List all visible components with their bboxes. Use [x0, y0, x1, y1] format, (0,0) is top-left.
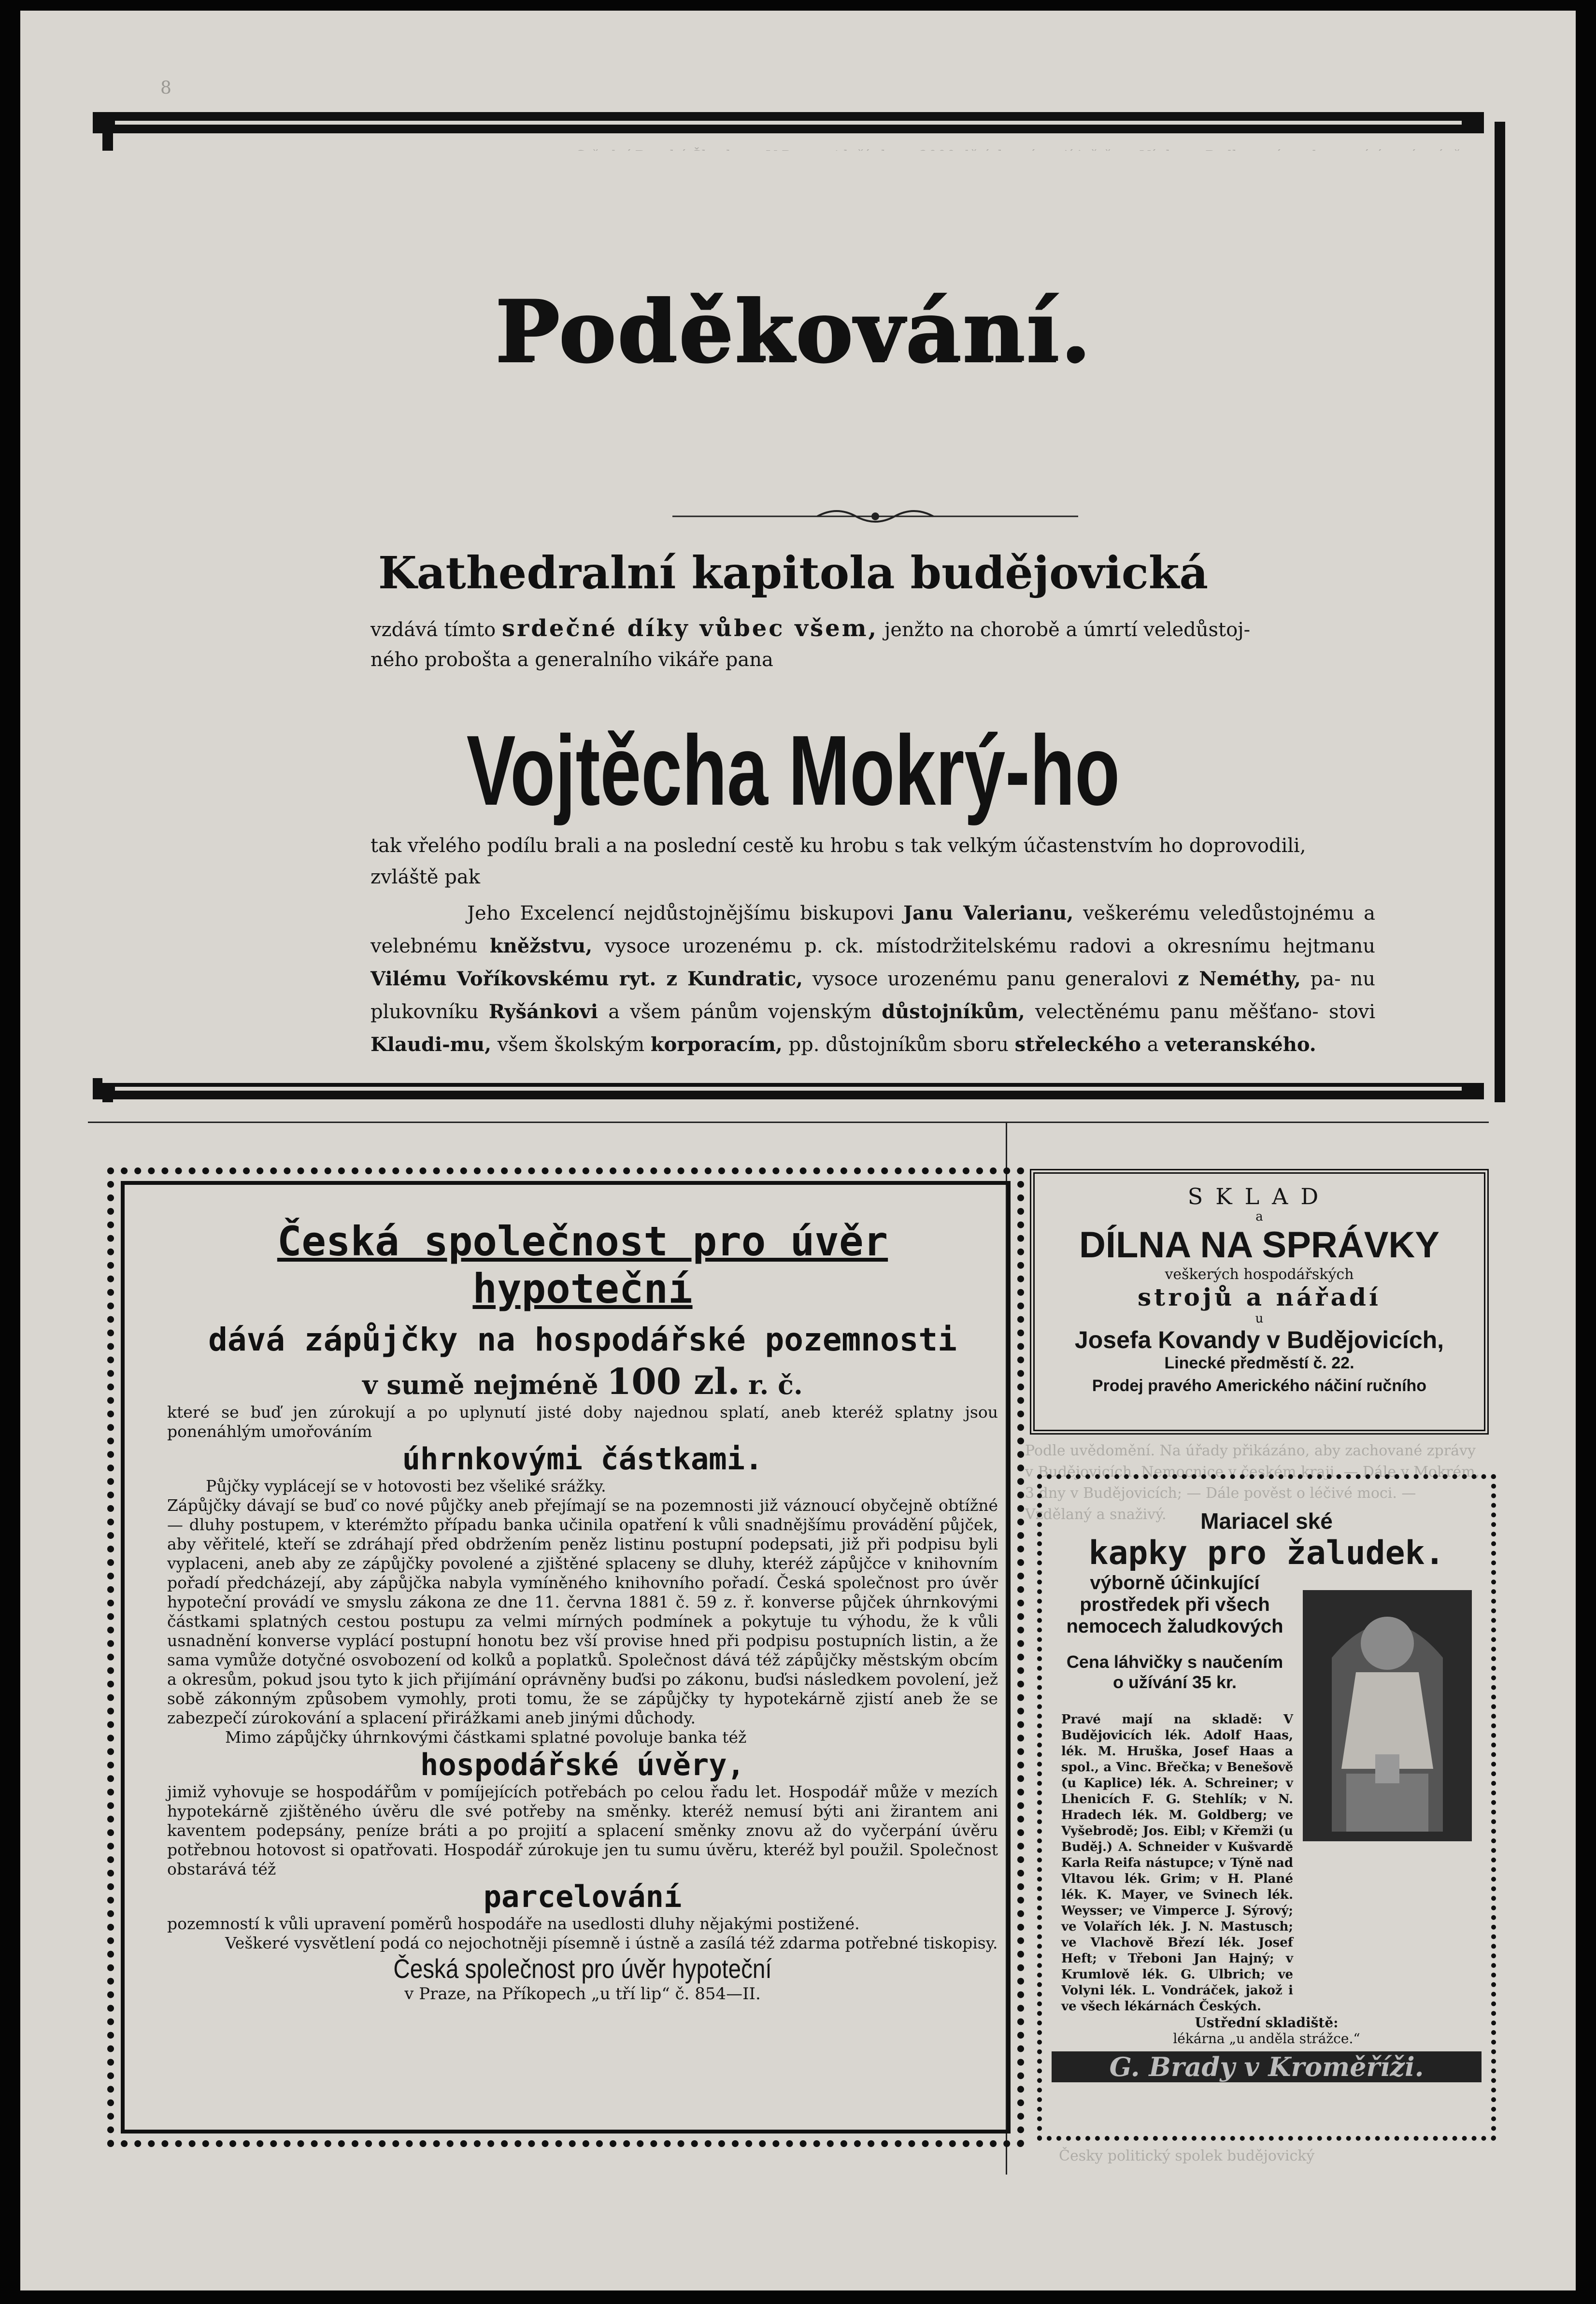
bank-heading-parcel: parcelování — [483, 1879, 682, 1914]
shop-line-5: strojů a nářadí — [1137, 1283, 1382, 1311]
bank-paragraph-5: jimiž vyhovuje se hospodářům v pomíjejících potřebách po celou řadu let. Hospodář může v mezích hypotekárně zjištěného úvěru dle své potřeby na směnky. kteréž nemusí býti ani žirantem ani kaventem podepsány, peníze bráti a po projití a splacení směnky znovu až do vyčerpání úvěru potřebnou hotovost si opatřovati. Hospodář zúrokuje jen tu sumu úvěru, kteréž byl použil. Společnost obstarává též — [167, 1782, 998, 1878]
stomach-drops-advertisement — [1037, 1474, 1496, 2141]
thanks-line-3: tak vřelého podílu brali a na poslední cestě ku hrobu s tak velkým účastenstvím ho doprovodili, — [370, 835, 1306, 857]
footer-fragment: Česky politický spolek budějovický — [1059, 2148, 1315, 2164]
shop-line-9: Prodej pravého Amerického náčiní ručního — [1092, 1377, 1427, 1395]
shop-line-8: Linecké předměstí č. 22. — [1164, 1354, 1354, 1372]
thanks-heading: Poděkování. — [495, 281, 1092, 381]
shop-line-3: DÍLNA NA SPRÁVKY — [1079, 1224, 1439, 1266]
deceased-name: Vojtěcha Mokrý-ho — [466, 715, 1120, 826]
drops-line-4: Cena láhvičky s naučením o užívání 35 kr. — [1066, 1652, 1283, 1692]
chapter-title: Kathedralní kapitola budějovická — [378, 547, 1209, 599]
shop-line-4: veškerých hospodářských — [1165, 1266, 1354, 1283]
bank-paragraph-1: které se buď jen zúrokují a po uplynutí jisté doby najednou splatí, aneb kteréž splatny jsou ponenáhlým umořováním — [167, 1403, 998, 1441]
thanks-recipients: Jeho Excelencí nejdůstojnějšímu biskupovi Janu Valerianu, veškerému veledůstojnému a velebnému kněžstvu, vysoce urozenému p. ck. místodržitelskému radovi a okresnímu hejtmanu Vilému Voříkovskému ryt. z Kundratic, vysoce urozenému panu generalovi z Neméthy, pa- nu plukovníku Ryšánkovi a všem pánům vojenským důstojníkům, velectěnému panu měšťano- stovi Klaudi-mu, všem školským korporacím, pp. důstojníkům sboru střeleckého a veteranského. — [370, 902, 1376, 1056]
thanks-line-2: ného proboštа a generalního vikáře pana — [370, 649, 773, 671]
shop-line-2: a — [1255, 1209, 1263, 1224]
newspaper-page — [20, 11, 1576, 2290]
bank-amount: v sumě nejméně 100 zl. r. č. — [362, 1361, 803, 1403]
bank-paragraph-4: Mimo zápůjčky úhrnkovými částkami splatné povoluje banka též — [225, 1728, 747, 1747]
drops-line-8: G. Brady v Kroměříži. — [1052, 2051, 1482, 2082]
page-number: 8 — [160, 78, 171, 98]
drops-line-1: Mariacel ské — [1200, 1508, 1333, 1534]
thanks-line-4: zvláště pak — [370, 866, 480, 888]
bleed-through-text: Podle uvědomění. Na úřady přikázáno, aby zachované zprávy v Budějovicích. Nemocnice v českém kraji. — Dále v Mokrém, 3 dny v Budějovicích; — Dále pověst o léčivé moci. — Vzdělaný a snaživý. — [1025, 1442, 1480, 1523]
thanks-line-1: vzdává tímto srdečné díky vůbec všem, jenžto na chorobě a úmrtí veledůstoj- — [370, 615, 1251, 642]
bank-heading-credit: hospodářské úvěry, — [420, 1747, 745, 1782]
workshop-advertisement — [1030, 1169, 1489, 1435]
drops-line-2: kapky pro žaludek. — [1088, 1534, 1445, 1572]
bank-paragraph-6: pozemností k vůli upravení poměrů hospodáře na usedlosti dluhy nějakými postižené. — [167, 1914, 860, 1933]
shop-line-7: Josefa Kovandy v Budějovicích, — [1074, 1326, 1444, 1353]
bank-heading-installments: úhrnkovými částkami. — [402, 1441, 763, 1477]
bank-title: Česká společnost pro úvěr hypoteční — [277, 1218, 888, 1312]
bank-advertisement — [107, 1167, 1024, 2147]
madonna-image — [1303, 1590, 1472, 1841]
ornament-divider — [672, 506, 1078, 525]
bank-signature: Česká společnost pro úvěr hypoteční — [393, 1953, 772, 1984]
bank-paragraph-3: Zápůjčky dávají se buď co nové půjčky aneb přejímají se na pozemnosti již váznoucí obyčejně obtížné — dluhy postupem, v kterémžto případu banka učinila opatření k vůli snadnějšímu provádění půjček, aby věřitelé, kteří se zdráhají před obdržením peněz listinu postupní podepsati, již při podpisu byli vyplaceni, aneb aby ze zápůjčky povolené a zjištěné splaceny se dluhy, kteréž zápůjčce v knihovním pořadí předcházejí, aby zápůjčka nabyla vymíněného knihovního pořadí. Česká společnost pro úvěr hypoteční provádí ve smyslu zákona ze dne 11. června 1881 č. 59 z. ř. konverse půjček úhrnkovými částkami splatných cestou postupu za velmi mírných podmínek a pokytuje tu výhodu, že k vůli usnadnění konverse vyplácí postupní honotu bez vší provise hned při podpisu postupních listin, a že sama vymůže dotyčné osvobození od kolků a poplatků. Společnost dává též zápůjčky městským obcím a okresům, pokud jsou tyto k jich přijímání oprávněny buďsi po zákonu, buďsi následkem povolení, jež sobě zákonným způsobem vymohly, proti tomu, že se zápůjčky ty hypotekárně zjistí aneb že se zabezpečí zúrokování a splacení přirážkami aneb jinými důchody. — [167, 1496, 998, 1727]
drops-line-3: výborně účinkující prostředek při všech nemocech žaludkových — [1066, 1572, 1283, 1637]
drops-line-5: Pravé mají na skladě: V Budějovicích lék. Adolf Haas, lék. M. Hruška, Josef Haas a spol., a Vinc. Břečka; v Benešově (u Kaplice) lék. A. Schreiner; v Lhenicích F. G. Stehlík; v N. Hradech lék. M. Goldberg; ve Vyšebrodě; Jos. Eibl; v Křemži (u Buděj.) A. Schneider v Kušvardě Karla Reifa nástupce; v Týně nad Vltavou lék. Grim; v H. Plané lék. K. Mayer, ve Svinech lék. Weysser; ve Vimperce J. Sýrový; ve Volařích lék. J. N. Mastusch; ve Vlachově Březí lék. Josef Heft; v Třeboni Jan Hajný; v Krumlově lék. G. Ulbrich; ve Volyni lék. L. Vondráček, jakož i ve všech lékárnách Českých. — [1061, 1712, 1293, 2014]
section-rule — [88, 1122, 1489, 1123]
bank-address: v Praze, na Příkopech „u tří lip“ č. 854—II. — [404, 1984, 761, 2004]
thanks-notice — [102, 151, 1484, 1083]
bank-subtitle: dává zápůjčky na hospodářské pozemnosti — [208, 1321, 957, 1358]
shop-line-6: u — [1255, 1311, 1264, 1326]
drops-line-6: Ustřední skladiště: — [1195, 2015, 1339, 2031]
bank-paragraph-2: Půjčky vyplácejí se v hotovosti bez všeliké srážky. — [206, 1477, 606, 1495]
bank-paragraph-7: Veškeré vysvětlení podá co nejochotněji písemně i ústně a zasílá též zdarma potřebné tiskopisy. — [225, 1934, 998, 1952]
shop-line-1: SKLAD — [1187, 1183, 1331, 1209]
drops-line-7: lékárna „u anděla strážce.“ — [1173, 2031, 1360, 2047]
